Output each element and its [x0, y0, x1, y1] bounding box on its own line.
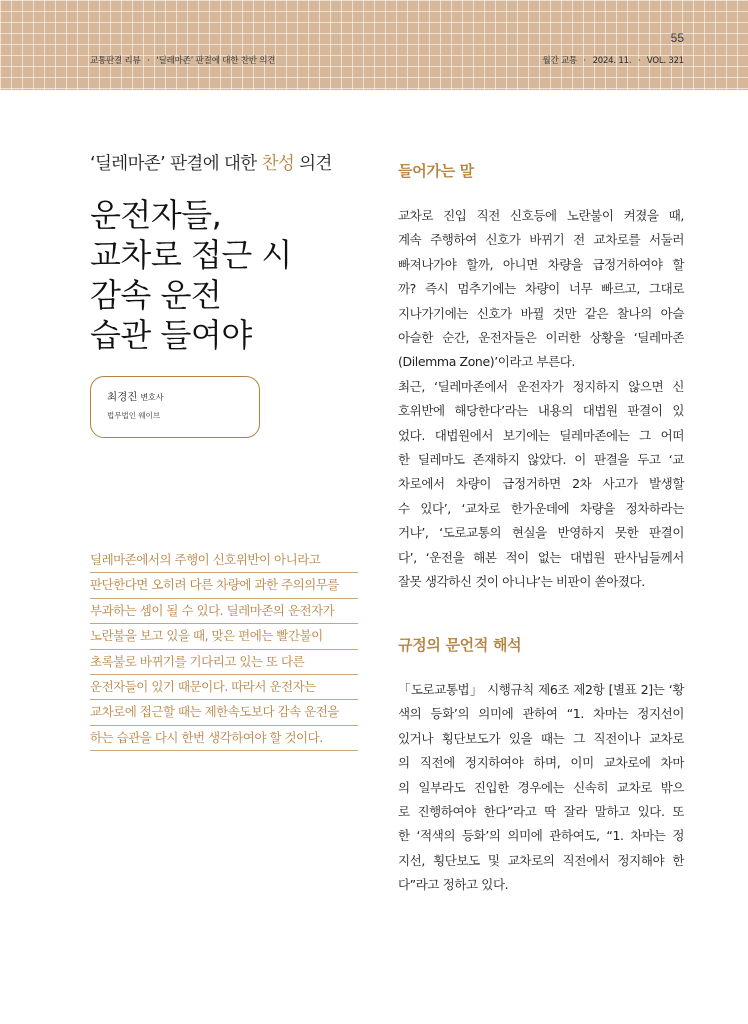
pullquote-line: 하는 습관을 다시 한번 생각하여야 할 것이다. — [90, 726, 358, 751]
body-line: 색의 등화’의 의미에 관하여 “1. 차마는 정지선이 — [398, 706, 684, 722]
body-line: 빠져나가야 할까, 아니면 차량을 급정거하여야 할 — [398, 256, 684, 272]
body-line: 의 일부라도 진입한 경우에는 신속히 교차로 밖으 — [398, 779, 684, 795]
subtitle-highlight: 찬성 — [261, 154, 295, 174]
author-role: 변호사 — [140, 393, 164, 402]
body-line: 교차로 진입 직전 신호등에 노란불이 켜졌을 때, — [398, 208, 684, 223]
pullquote-line: 교차로에 접근할 때는 제한속도보다 감속 운전을 — [90, 700, 358, 725]
pull-quote — [90, 548, 358, 751]
section-heading-intro: 들어가는 말 — [398, 162, 474, 180]
paragraph-interpretation — [398, 678, 684, 898]
body-line: 있거나 횡단보도가 있을 때는 그 직전이나 교차로 — [398, 730, 684, 746]
body-line: 지선, 횡단보도 및 교차로의 직전에서 정지해야 한 — [398, 852, 684, 868]
body-line: 한 ‘적색의 등화’의 의미에 관하여도, “1. 차마는 정 — [398, 828, 684, 844]
paragraph-intro — [398, 204, 684, 595]
pullquote-line: 초록불로 바뀌기를 기다리고 있는 또 다른 — [90, 650, 358, 675]
body-line: 지나가기에는 신호가 바뀔 것만 같은 찰나의 아슬 — [398, 305, 684, 321]
body-line: 다”라고 정하고 있다. — [398, 877, 509, 893]
pullquote-line: 딜레마존에서의 주행이 신호위반이 아니라고 — [90, 548, 358, 573]
article-title — [90, 195, 360, 355]
body-line: 수 있다’, ‘교차로 한가운데에 차량을 정차하라는 — [398, 500, 684, 516]
body-line: 아슬한 순간, 운전자들은 이러한 상황을 ‘딜레마존 — [398, 330, 684, 346]
title-line: 운전자들, — [90, 196, 222, 234]
pullquote-line: 노란불을 보고 있을 때, 맞은 편에는 빨간불이 — [90, 624, 358, 649]
body-line: 차로에서 차량이 급정거하면 2차 사고가 발생할 — [398, 476, 684, 492]
separator-dot: · — [147, 56, 150, 66]
body-line: 로 진행하여야 한다”라고 딱 잘라 말하고 있다. 또 — [398, 804, 684, 820]
section-name: 교통판결 리뷰 — [90, 56, 141, 66]
body-line: 호위반에 해당한다’라는 내용의 대법원 판결이 있 — [398, 403, 684, 419]
separator-dot: · — [583, 56, 587, 66]
title-line: 습관 들여야 — [90, 316, 252, 354]
author-organization: 법무법인 웨이브 — [107, 411, 161, 420]
author-name-row — [107, 389, 259, 404]
volume-number: VOL. 321 — [646, 56, 684, 66]
subtitle-pre: ‘딜레마존’ 판결에 대한 — [90, 154, 262, 174]
body-line: 다’, ‘운전을 해본 적이 없는 대법원 판사님들께서 — [398, 549, 684, 565]
running-head-left — [90, 54, 275, 66]
pullquote-line: 운전자들이 있기 때문이다. 따라서 운전자는 — [90, 675, 358, 700]
body-line: 한 딜레마도 존재하지 않았다. 이 판결을 두고 ‘교 — [398, 452, 684, 468]
body-line: 잘못 생각하신 것이 아니냐’는 비판이 쏟아졌다. — [398, 574, 645, 590]
subtitle-post: 의견 — [294, 154, 332, 174]
running-head — [90, 52, 684, 68]
pullquote-line: 부과하는 셈이 될 수 있다. 딜레마존의 운전자가 — [90, 599, 358, 624]
article-subtitle — [90, 150, 360, 175]
section-heading-interpretation: 규정의 문언적 해석 — [398, 636, 522, 654]
body-line: 었다. 대법원에서 보기에는 딜레마존에는 그 어떠 — [398, 427, 684, 443]
issue-date: 2024. 11. — [592, 56, 632, 66]
article-short-title: ‘딜레마존’ 판결에 대한 찬반 의견 — [156, 56, 276, 66]
title-line: 교차로 접근 시 — [90, 236, 292, 274]
body-line: 의 직전에 정지하여야 하며, 이미 교차로에 차마 — [398, 755, 684, 771]
header-pattern-band — [0, 0, 748, 90]
pullquote-line: 판단한다면 오히려 다른 차량에 과한 주의의무를 — [90, 573, 358, 598]
title-block — [90, 150, 360, 355]
title-line: 감속 운전 — [90, 276, 222, 314]
body-line: 최근, ‘딜레마존에서 운전자가 정지하지 않으면 신 — [398, 378, 684, 394]
magazine-name: 월간 교통 — [542, 56, 578, 66]
running-head-right — [542, 54, 684, 66]
separator-dot: · — [637, 56, 641, 66]
body-line: (Dilemma Zone)’이라고 부른다. — [398, 354, 575, 370]
author-box — [90, 376, 260, 438]
body-line: 거냐’, ‘도로교통의 현실을 반영하지 못한 판결이 — [398, 525, 684, 541]
body-line: 까? 즉시 멈추기에는 차량이 너무 빠르고, 그대로 — [398, 281, 684, 297]
page-number: 55 — [670, 31, 684, 45]
body-line: 「도로교통법」 시행규칙 제6조 제2항 [별표 2]는 ‘황 — [398, 682, 684, 697]
author-name: 최경진 — [107, 391, 138, 403]
body-line: 계속 주행하여 신호가 바뀌기 전 교차로를 서둘러 — [398, 232, 684, 248]
